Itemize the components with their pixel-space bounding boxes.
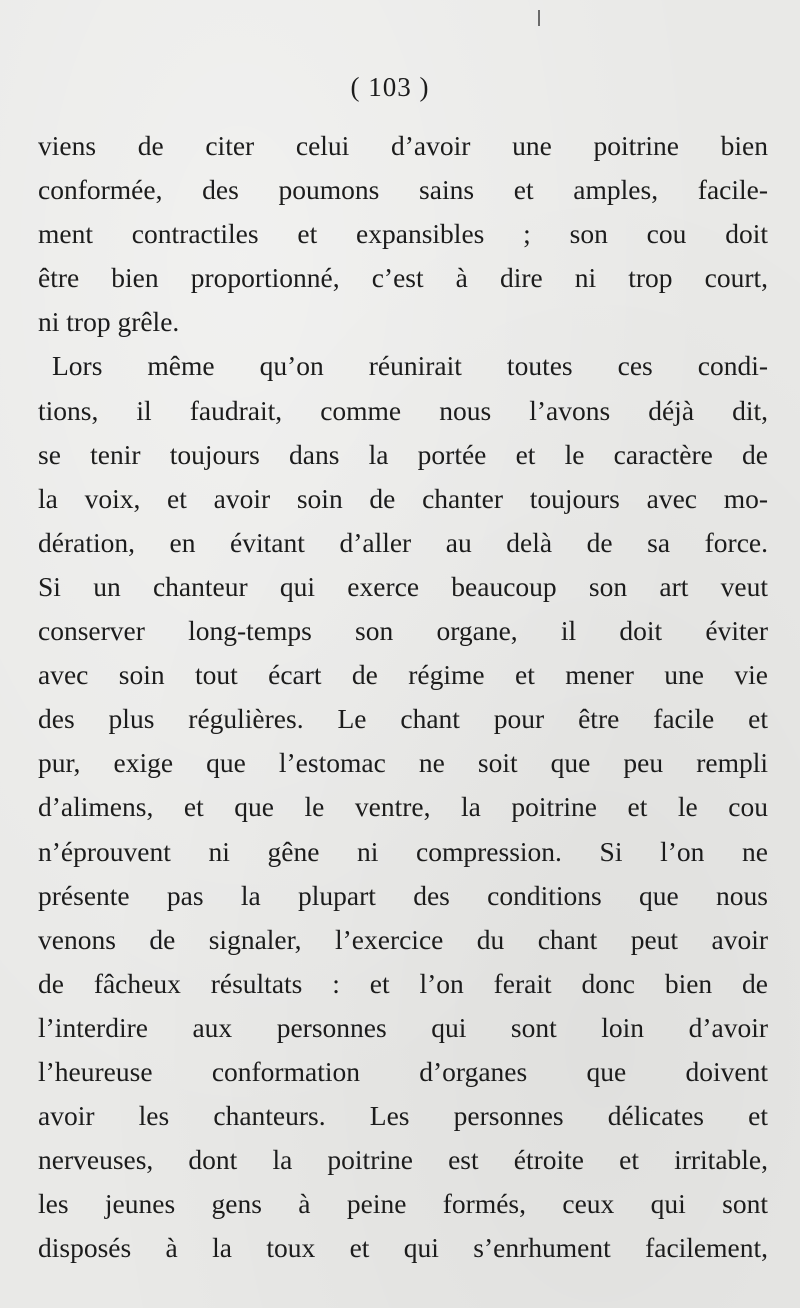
- text-line: conformée, des poumons sains et amples, facile-: [38, 174, 768, 206]
- text-line: disposés à la toux et qui s’enrhument facilement,: [38, 1232, 768, 1264]
- text-line: pur, exige que l’estomac ne soit que peu rempli: [38, 747, 768, 779]
- text-line: avoir les chanteurs. Les personnes délicates et: [38, 1100, 768, 1132]
- text-line: Lors même qu’on réunirait toutes ces condi-: [52, 350, 768, 382]
- text-line: présente pas la plupart des conditions que nous: [38, 879, 768, 911]
- ink-mark: [538, 10, 540, 26]
- text-line: venons de signaler, l’exercice du chant peut avoir: [38, 923, 768, 955]
- text-line: les jeunes gens à peine formés, ceux qui sont: [38, 1188, 768, 1220]
- page-number: ( 103 ): [350, 72, 430, 102]
- text-line: des plus régulières. Le chant pour être facile et: [38, 703, 768, 735]
- page-text: [38, 124, 768, 1270]
- text-line: se tenir toujours dans la portée et le caractère de: [38, 438, 768, 470]
- text-line: tions, il faudrait, comme nous l’avons déjà dit,: [38, 394, 768, 426]
- text-line: viens de citer celui d’avoir une poitrine bien: [38, 130, 768, 161]
- text-line: l’interdire aux personnes qui sont loin d’avoir: [38, 1011, 768, 1043]
- text-line: dération, en évitant d’aller au delà de sa force.: [38, 526, 768, 558]
- text-line: ment contractiles et expansibles ; son cou doit: [38, 218, 768, 250]
- text-line: l’heureuse conformation d’organes que doivent: [38, 1055, 768, 1087]
- text-line: la voix, et avoir soin de chanter toujours avec mo-: [38, 482, 768, 514]
- text-line: conserver long-temps son organe, il doit éviter: [38, 615, 768, 647]
- text-line: de fâcheux résultats : et l’on ferait donc bien de: [38, 967, 768, 999]
- text-line: d’alimens, et que le ventre, la poitrine et le cou: [38, 791, 768, 823]
- text-line: Si un chanteur qui exerce beaucoup son art veut: [38, 570, 768, 602]
- text-line: avec soin tout écart de régime et mener une vie: [38, 659, 768, 691]
- text-line: ni trop grêle.: [38, 306, 180, 338]
- text-line: nerveuses, dont la poitrine est étroite et irritable,: [38, 1144, 768, 1176]
- text-line: être bien proportionné, c’est à dire ni trop court,: [38, 262, 768, 294]
- text-line: n’éprouvent ni gêne ni compression. Si l’on ne: [38, 835, 768, 867]
